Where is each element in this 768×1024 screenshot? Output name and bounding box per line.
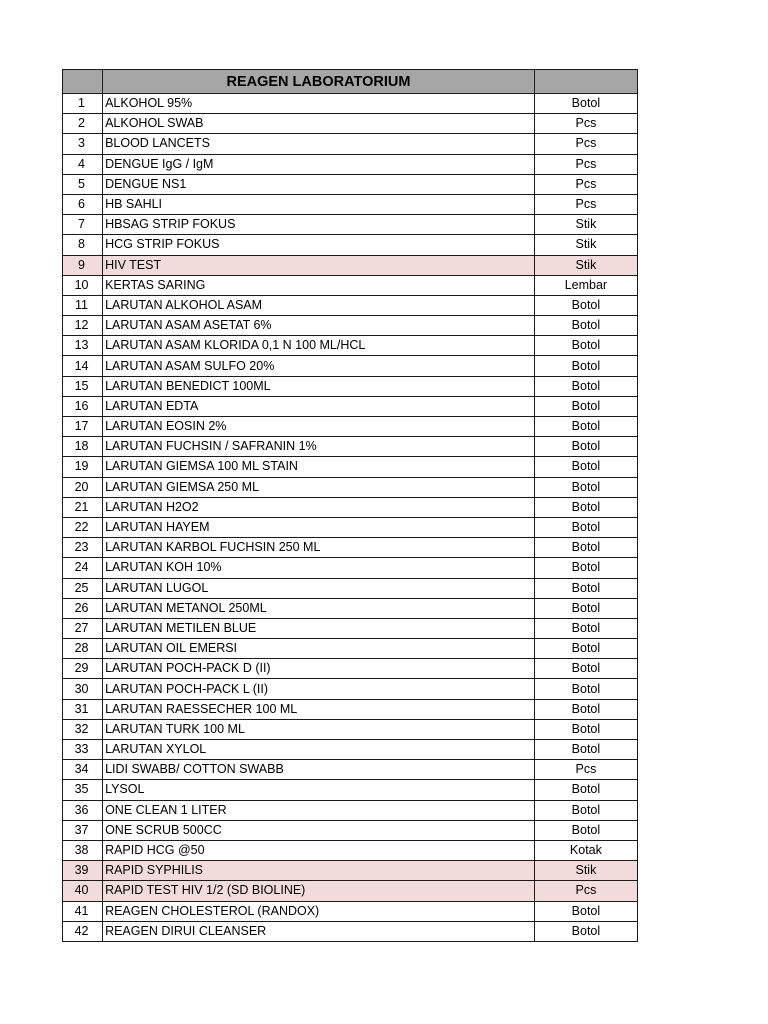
row-number: 13	[63, 336, 103, 356]
table-row	[63, 275, 638, 295]
row-number: 33	[63, 740, 103, 760]
reagent-unit: Botol	[534, 396, 637, 416]
row-number: 24	[63, 558, 103, 578]
table-row	[63, 699, 638, 719]
row-number: 38	[63, 840, 103, 860]
reagent-name: ONE SCRUB 500CC	[103, 820, 535, 840]
table-row	[63, 134, 638, 154]
reagent-unit: Botol	[534, 477, 637, 497]
row-number: 10	[63, 275, 103, 295]
table-row	[63, 840, 638, 860]
row-number: 31	[63, 699, 103, 719]
reagent-name: LARUTAN POCH-PACK L (II)	[103, 679, 535, 699]
header-number-cell	[63, 70, 103, 94]
reagent-unit: Botol	[534, 558, 637, 578]
reagent-name: LARUTAN ASAM ASETAT 6%	[103, 316, 535, 336]
reagent-unit: Pcs	[534, 174, 637, 194]
reagent-name: HBSAG STRIP FOKUS	[103, 215, 535, 235]
table-row	[63, 396, 638, 416]
table-row	[63, 538, 638, 558]
reagent-unit: Pcs	[534, 114, 637, 134]
table-row	[63, 356, 638, 376]
reagent-name: BLOOD LANCETS	[103, 134, 535, 154]
reagent-unit: Botol	[534, 598, 637, 618]
reagent-name: LARUTAN EDTA	[103, 396, 535, 416]
table-row	[63, 659, 638, 679]
row-number: 2	[63, 114, 103, 134]
table-row	[63, 376, 638, 396]
row-number: 17	[63, 417, 103, 437]
reagent-name: LARUTAN OIL EMERSI	[103, 639, 535, 659]
table-row	[63, 578, 638, 598]
reagent-unit: Botol	[534, 699, 637, 719]
reagent-unit: Stik	[534, 215, 637, 235]
header-unit-cell	[534, 70, 637, 94]
reagent-unit: Stik	[534, 255, 637, 275]
reagent-unit: Pcs	[534, 154, 637, 174]
table-row	[63, 760, 638, 780]
table-row	[63, 154, 638, 174]
reagent-name: LARUTAN ALKOHOL ASAM	[103, 295, 535, 315]
table-row	[63, 336, 638, 356]
reagent-name: LIDI SWABB/ COTTON SWABB	[103, 760, 535, 780]
reagent-name: LARUTAN BENEDICT 100ML	[103, 376, 535, 396]
table-row	[63, 740, 638, 760]
row-number: 28	[63, 639, 103, 659]
row-number: 15	[63, 376, 103, 396]
row-number: 20	[63, 477, 103, 497]
reagent-table	[62, 69, 638, 942]
table-row	[63, 719, 638, 739]
reagent-name: LARUTAN EOSIN 2%	[103, 417, 535, 437]
reagent-name: REAGEN CHOLESTEROL (RANDOX)	[103, 901, 535, 921]
reagent-unit: Botol	[534, 538, 637, 558]
table-row	[63, 901, 638, 921]
reagent-name: HIV TEST	[103, 255, 535, 275]
table-row	[63, 820, 638, 840]
reagent-name: ONE CLEAN 1 LITER	[103, 800, 535, 820]
row-number: 40	[63, 881, 103, 901]
table-row	[63, 679, 638, 699]
row-number: 35	[63, 780, 103, 800]
reagent-name: LARUTAN ASAM KLORIDA 0,1 N 100 ML/HCL	[103, 336, 535, 356]
reagent-unit: Kotak	[534, 840, 637, 860]
table-row	[63, 921, 638, 941]
reagent-name: KERTAS SARING	[103, 275, 535, 295]
table-row	[63, 215, 638, 235]
row-number: 14	[63, 356, 103, 376]
table-row	[63, 618, 638, 638]
row-number: 11	[63, 295, 103, 315]
reagent-unit: Botol	[534, 901, 637, 921]
row-number: 34	[63, 760, 103, 780]
reagent-unit: Pcs	[534, 881, 637, 901]
reagent-unit: Botol	[534, 800, 637, 820]
table-row	[63, 437, 638, 457]
reagent-name: LARUTAN KOH 10%	[103, 558, 535, 578]
row-number: 18	[63, 437, 103, 457]
row-number: 12	[63, 316, 103, 336]
reagent-name: REAGEN DIRUI CLEANSER	[103, 921, 535, 941]
table-row	[63, 194, 638, 214]
reagent-unit: Botol	[534, 376, 637, 396]
table-row	[63, 255, 638, 275]
reagent-unit: Stik	[534, 235, 637, 255]
table-row	[63, 235, 638, 255]
reagent-unit: Botol	[534, 457, 637, 477]
row-number: 1	[63, 94, 103, 114]
reagent-name: LARUTAN HAYEM	[103, 517, 535, 537]
row-number: 21	[63, 497, 103, 517]
row-number: 37	[63, 820, 103, 840]
table-row	[63, 881, 638, 901]
table-row	[63, 558, 638, 578]
reagent-unit: Botol	[534, 295, 637, 315]
table-row	[63, 497, 638, 517]
reagent-name: LARUTAN METANOL 250ML	[103, 598, 535, 618]
reagent-unit: Botol	[534, 921, 637, 941]
table-row	[63, 94, 638, 114]
table-row	[63, 800, 638, 820]
reagent-name: HB SAHLI	[103, 194, 535, 214]
reagent-unit: Botol	[534, 679, 637, 699]
reagent-unit: Stik	[534, 861, 637, 881]
reagent-name: DENGUE NS1	[103, 174, 535, 194]
reagent-unit: Botol	[534, 740, 637, 760]
table-row	[63, 174, 638, 194]
reagent-unit: Botol	[534, 437, 637, 457]
reagent-unit: Pcs	[534, 134, 637, 154]
table-row	[63, 598, 638, 618]
reagent-name: ALKOHOL 95%	[103, 94, 535, 114]
row-number: 25	[63, 578, 103, 598]
reagent-name: LARUTAN LUGOL	[103, 578, 535, 598]
reagent-unit: Botol	[534, 639, 637, 659]
reagent-unit: Botol	[534, 356, 637, 376]
table-body	[63, 94, 638, 942]
table-row	[63, 517, 638, 537]
table-row	[63, 316, 638, 336]
row-number: 23	[63, 538, 103, 558]
row-number: 9	[63, 255, 103, 275]
reagent-name: LARUTAN RAESSECHER 100 ML	[103, 699, 535, 719]
reagent-name: ALKOHOL SWAB	[103, 114, 535, 134]
reagent-name: LARUTAN POCH-PACK D (II)	[103, 659, 535, 679]
reagent-unit: Botol	[534, 578, 637, 598]
row-number: 7	[63, 215, 103, 235]
table-row	[63, 477, 638, 497]
reagent-unit: Botol	[534, 659, 637, 679]
reagent-unit: Botol	[534, 719, 637, 739]
reagent-name: LARUTAN FUCHSIN / SAFRANIN 1%	[103, 437, 535, 457]
row-number: 27	[63, 618, 103, 638]
reagent-name: LARUTAN KARBOL FUCHSIN 250 ML	[103, 538, 535, 558]
reagent-unit: Botol	[534, 94, 637, 114]
reagent-name: LARUTAN XYLOL	[103, 740, 535, 760]
row-number: 30	[63, 679, 103, 699]
row-number: 19	[63, 457, 103, 477]
reagent-unit: Pcs	[534, 760, 637, 780]
table-row	[63, 457, 638, 477]
row-number: 6	[63, 194, 103, 214]
row-number: 29	[63, 659, 103, 679]
reagent-unit: Botol	[534, 820, 637, 840]
reagent-name: HCG STRIP FOKUS	[103, 235, 535, 255]
row-number: 36	[63, 800, 103, 820]
table-row	[63, 639, 638, 659]
row-number: 42	[63, 921, 103, 941]
row-number: 26	[63, 598, 103, 618]
reagent-name: LARUTAN GIEMSA 100 ML STAIN	[103, 457, 535, 477]
table-row	[63, 861, 638, 881]
table-row	[63, 295, 638, 315]
reagent-unit: Botol	[534, 417, 637, 437]
reagent-unit: Pcs	[534, 194, 637, 214]
reagent-unit: Botol	[534, 336, 637, 356]
reagent-name: RAPID HCG @50	[103, 840, 535, 860]
reagent-unit: Botol	[534, 780, 637, 800]
table-title: REAGEN LABORATORIUM	[103, 70, 535, 94]
reagent-name: DENGUE IgG / IgM	[103, 154, 535, 174]
row-number: 3	[63, 134, 103, 154]
reagent-name: LARUTAN GIEMSA 250 ML	[103, 477, 535, 497]
table-row	[63, 780, 638, 800]
reagent-name: LARUTAN ASAM SULFO 20%	[103, 356, 535, 376]
row-number: 8	[63, 235, 103, 255]
reagent-name: RAPID SYPHILIS	[103, 861, 535, 881]
reagent-unit: Lembar	[534, 275, 637, 295]
row-number: 16	[63, 396, 103, 416]
reagent-name: RAPID TEST HIV 1/2 (SD BIOLINE)	[103, 881, 535, 901]
row-number: 39	[63, 861, 103, 881]
table-header-row	[63, 70, 638, 94]
reagent-unit: Botol	[534, 517, 637, 537]
reagent-unit: Botol	[534, 618, 637, 638]
reagent-unit: Botol	[534, 497, 637, 517]
row-number: 22	[63, 517, 103, 537]
row-number: 32	[63, 719, 103, 739]
row-number: 4	[63, 154, 103, 174]
reagent-name: LARUTAN TURK 100 ML	[103, 719, 535, 739]
row-number: 5	[63, 174, 103, 194]
reagent-name: LYSOL	[103, 780, 535, 800]
row-number: 41	[63, 901, 103, 921]
table-row	[63, 114, 638, 134]
reagent-name: LARUTAN H2O2	[103, 497, 535, 517]
reagent-name: LARUTAN METILEN BLUE	[103, 618, 535, 638]
reagent-unit: Botol	[534, 316, 637, 336]
table-row	[63, 417, 638, 437]
